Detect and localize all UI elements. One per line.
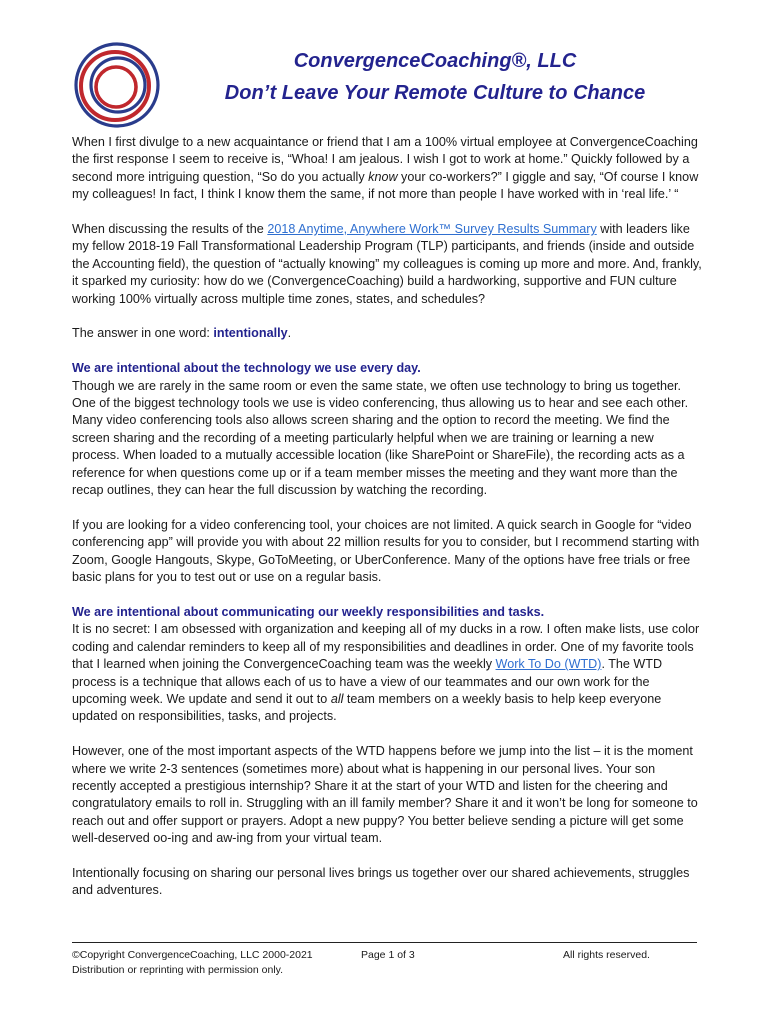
paragraph-technology: Though we are rarely in the same room or even the same state, we often use technology to bring us together. One of the biggest technology tools we use is video conferencing, thus allowing us to hear and see each other. Many video conferencing tools also allows screen sharing and the option to record the meeting. We find the screen sharing and the recording of a meeting particularly helpful when we are training or learning a new process. When loaded to a mutually accessible location (like SharePoint or ShareFile), the recording acts as a reference for when questions come up or if a team member misses the meeting and they want more than the recap outlines, they can hear the full discussion by watching the recording. — [72, 378, 689, 498]
footer-rights: All rights reserved. — [563, 949, 650, 961]
convergencecoaching-logo-icon — [70, 40, 162, 132]
page-footer — [72, 942, 697, 978]
heading-technology: We are intentional about the technology we use every day. — [72, 361, 421, 376]
footer-page-number: Page 1 of 3 — [361, 949, 415, 961]
work-to-do-link[interactable]: Work To Do (WTD) — [495, 657, 602, 672]
paragraph-intro: When I first divulge to a new acquaintance or friend that I am a 100% virtual employee at ConvergenceCoaching the first response I seem to receive is, “Whoa! I am jealous. I wish I got to work at home.” Quickly followed by a second more intriguing question, “So do you actually know your co-workers?” I giggle and say, “Of course I know my colleagues! In fact, I think I know them the same, if not more than people I have worked with in ‘real life.’ “ — [72, 135, 699, 202]
paragraph-wtd: It is no secret: I am obsessed with organization and keeping all of my ducks in a row. I often make lists, use color coding and calendar reminders to keep all of my responsibilities and deadlines in order. One of my favorite tools that I learned when joining the ConvergenceCoaching team was the weekly Work To Do (WTD). The WTD process is a technique that allows each of us to have a view of our teammates and our own work for the upcoming week. We update and send it out to all team members on a weekly basis to help keep everyone updated on responsibilities, tasks, and projects. — [72, 622, 700, 724]
company-title: ConvergenceCoaching®, LLC — [293, 50, 577, 72]
emphasis-all: all — [330, 691, 344, 706]
survey-results-link[interactable]: 2018 Anytime, Anywhere Work™ Survey Results Summary — [267, 222, 597, 237]
paragraph-video-tools: If you are looking for a video conferencing tool, your choices are not limited. A quick search in Google for “video conferencing app” will provide you with about 22 million results for you to consider, but I recommend starting with Zoom, Google Hangouts, Skype, GoToMeeting, or UberConference. Many of the options have free trials or free basic plans for you to test out or use on a regular basis. — [72, 517, 700, 585]
paragraph-survey: When discussing the results of the 2018 Anytime, Anywhere Work™ Survey Results Summary with leaders like my fellow 2018-19 Fall Transformational Leadership Program (TLP) participants, and friends (inside and outside the Accounting field), the question of “actually knowing” my colleagues is coming up more and more. And, frankly, it sparked my curiosity: how do we (ConvergenceCoaching) build a hardworking, supportive and FUN culture working 100% virtually across multiple time zones, states, and schedules? — [72, 222, 702, 306]
emphasis-know: know — [368, 169, 398, 184]
paragraph-personal: However, one of the most important aspects of the WTD happens before we jump into the list – it is the moment where we write 2-3 sentences (sometimes more) about what is happening in our personal lives. Your son recently accepted a prestigious internship? Share it at the start of your WTD and listen for the cheering and congratulatory emails to roll in. Struggling with an ill family member? Share it and it won’t be long for someone to reach out and offer support or prayers. Adopt a new puppy? You better believe sending a picture will get some well-deserved oo-ing and aw-ing from your virtual team. — [72, 744, 698, 846]
document-header — [175, 48, 695, 106]
article-body — [72, 134, 702, 917]
footer-copyright: ©Copyright ConvergenceCoaching, LLC 2000-2021 — [72, 949, 313, 961]
article-title: Don’t Leave Your Remote Culture to Chance — [224, 82, 646, 104]
heading-responsibilities: We are intentional about communicating our weekly responsibilities and tasks. — [72, 604, 545, 619]
paragraph-answer: The answer in one word: intentionally. — [72, 326, 292, 341]
footer-distribution: Distribution or reprinting with permission only. — [72, 964, 284, 976]
paragraph-closing: Intentionally focusing on sharing our personal lives brings us together over our shared achievements, struggles and adventures. — [72, 865, 690, 898]
answer-word: intentionally — [213, 326, 288, 341]
